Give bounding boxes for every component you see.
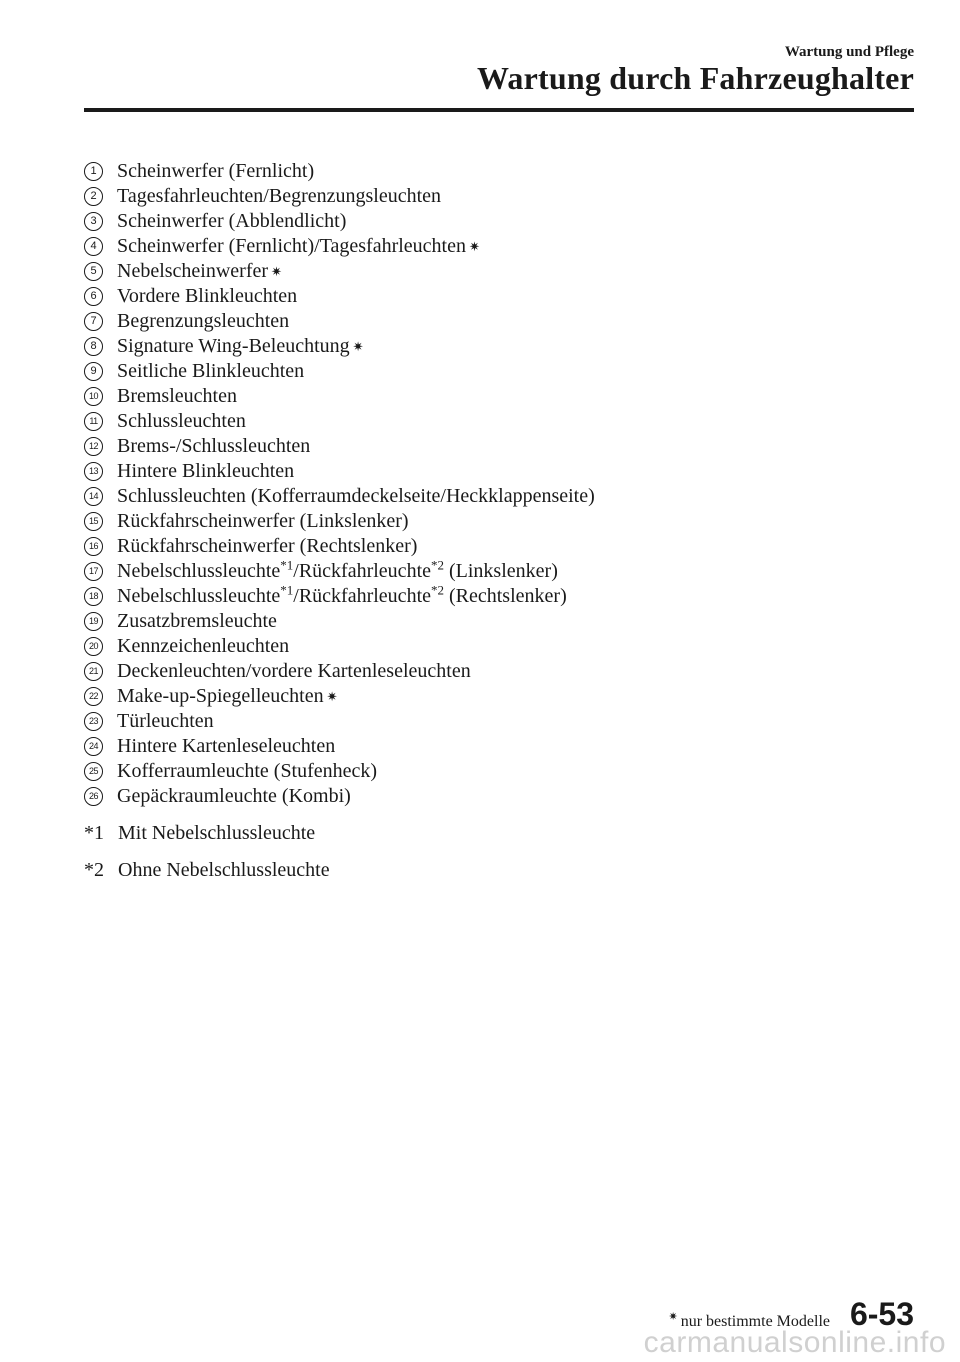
item-label: Tagesfahrleuchten/Begrenzungsleuchten (117, 185, 442, 207)
circled-number-badge: 17 (84, 562, 103, 581)
list-item (84, 309, 595, 334)
circled-number-badge: 11 (84, 412, 103, 431)
header-rule (84, 108, 914, 112)
circled-number-badge: 26 (84, 787, 103, 806)
page-title: Wartung durch Fahrzeughalter (476, 60, 914, 96)
item-label: Seitliche Blinkleuchten (117, 360, 305, 382)
item-label: Scheinwerfer (Fernlicht)/Tagesfahrleuchten (117, 235, 466, 257)
circled-number-badge: 1 (84, 162, 103, 181)
item-label: Scheinwerfer (Abblendlicht) (117, 210, 347, 232)
item-label: Rückfahrscheinwerfer (Rechtslenker) (117, 535, 418, 557)
circled-number-badge: 10 (84, 387, 103, 406)
star-icon: ✷ (668, 1310, 678, 1323)
list-item (84, 359, 595, 384)
item-label: Scheinwerfer (Fernlicht) (117, 160, 315, 182)
lamp-list (84, 159, 595, 809)
circled-number-badge: 5 (84, 262, 103, 281)
item-label: Vordere Blinkleuchten (117, 285, 298, 307)
item-label: Gepäckraumleuchte (Kombi) (117, 785, 351, 807)
circled-number-badge: 21 (84, 662, 103, 681)
list-item (84, 284, 595, 309)
watermark: carmanualsonline.info (643, 1326, 946, 1359)
circled-number-badge: 4 (84, 237, 103, 256)
circled-number-badge: 14 (84, 487, 103, 506)
list-item: 22 Make-up-Spiegelleuchten ✷ (84, 684, 595, 709)
list-item (84, 584, 595, 609)
circled-number-badge: 13 (84, 462, 103, 481)
circled-number-badge: 16 (84, 537, 103, 556)
circled-number-badge: 9 (84, 362, 103, 381)
list-item (84, 459, 595, 484)
circled-number-badge: 23 (84, 712, 103, 731)
circled-number-badge: 25 (84, 762, 103, 781)
list-item: 8 Signature Wing-Beleuchtung ✷ (84, 334, 595, 359)
item-label: Signature Wing-Beleuchtung (117, 335, 350, 357)
circled-number-badge: 18 (84, 587, 103, 606)
item-label: Zusatzbremsleuchte (117, 610, 277, 632)
item-label: Schlussleuchten (Kofferraumdeckelseite/Heckklappenseite) (117, 485, 595, 507)
item-label: Schlussleuchten (117, 410, 246, 432)
list-item (84, 184, 595, 209)
list-item (84, 409, 595, 434)
item-label: Begrenzungsleuchten (117, 310, 290, 332)
list-item (84, 484, 595, 509)
circled-number-badge: 7 (84, 312, 103, 331)
list-item (84, 159, 595, 184)
item-label: Kennzeichenleuchten (117, 635, 290, 657)
circled-number-badge: 2 (84, 187, 103, 206)
footnote-2: *2 Ohne Nebelschlussleuchte (84, 859, 330, 881)
list-item (84, 509, 595, 534)
list-item: 5 Nebelscheinwerfer ✷ (84, 259, 595, 284)
footer-model-note: ✷ nur bestimmte Modelle (668, 1310, 830, 1330)
list-item (84, 434, 595, 459)
list-item (84, 709, 595, 734)
circled-number-badge: 24 (84, 737, 103, 756)
list-item (84, 559, 595, 584)
list-item (84, 634, 595, 659)
circled-number-badge: 15 (84, 512, 103, 531)
circled-number-badge: 19 (84, 612, 103, 631)
circled-number-badge: 22 (84, 687, 103, 706)
item-label: Rückfahrscheinwerfer (Linkslenker) (117, 510, 409, 532)
item-label: Türleuchten (117, 710, 214, 732)
list-item (84, 609, 595, 634)
item-label: Make-up-Spiegelleuchten (117, 685, 324, 707)
item-label: Deckenleuchten/vordere Kartenleseleuchten (117, 660, 471, 682)
list-item (84, 734, 595, 759)
item-label: Hintere Blinkleuchten (117, 460, 295, 482)
item-label: Nebelschlussleuchte$^{*1}$/Rückfahrleuchte$^{*2}$ (Rechtslenker) (117, 582, 567, 607)
item-label: Kofferraumleuchte (Stufenheck) (117, 760, 378, 782)
circled-number-badge: 12 (84, 437, 103, 456)
item-label: Bremsleuchten (117, 385, 237, 407)
circled-number-badge: 20 (84, 637, 103, 656)
page-number: 6-53 (849, 1296, 914, 1332)
item-label: Nebelschlussleuchte$^{*1}$/Rückfahrleuchte$^{*2}$ (Linkslenker) (117, 557, 558, 582)
circled-number-badge: 8 (84, 337, 103, 356)
item-label: Brems-/Schlussleuchten (117, 435, 311, 457)
list-item (84, 784, 595, 809)
circled-number-badge: 3 (84, 212, 103, 231)
list-item (84, 534, 595, 559)
footnote-1: *1 Mit Nebelschlussleuchte (84, 822, 316, 844)
list-item (84, 209, 595, 234)
circled-number-badge: 6 (84, 287, 103, 306)
item-label: Nebelscheinwerfer (117, 260, 269, 282)
list-item (84, 759, 595, 784)
list-item (84, 659, 595, 684)
list-item: 4 Scheinwerfer (Fernlicht)/Tagesfahrleuchten ✷ (84, 234, 595, 259)
item-label: Hintere Kartenleseleuchten (117, 735, 336, 757)
header-section: Wartung und Pflege (784, 44, 914, 60)
list-item (84, 384, 595, 409)
